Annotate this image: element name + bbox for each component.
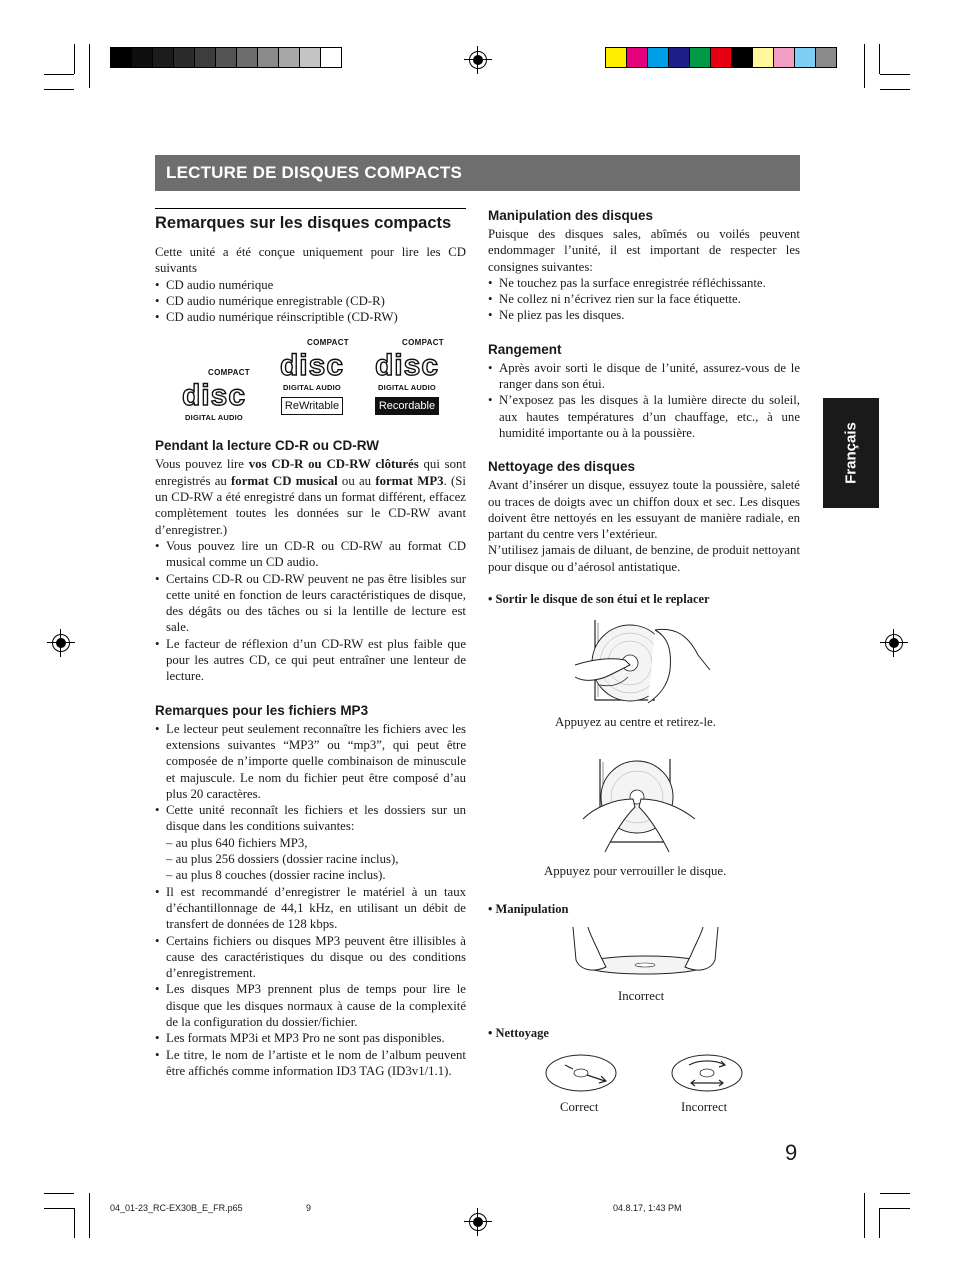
list-item: • Ne touchez pas la surface enregistrée réfléchissante.	[488, 275, 800, 291]
list-item: • Le facteur de réflexion d’un CD-RW est plus faible que pour les autres CD, ce qui peut entraîner une lenteur de lecture.	[155, 636, 466, 685]
color-swatch	[816, 48, 836, 67]
list-item: • N’exposez pas les disques à la lumière directe du soleil, aux hautes températures d’un chauffage, etc., à une humidité importante ou à la poussière.	[488, 392, 800, 441]
logo-disc-text: disc	[374, 348, 440, 382]
gray-swatch	[300, 48, 321, 67]
list-item: • Vous pouvez lire un CD-R ou CD-RW au format CD musical comme un CD audio.	[155, 538, 466, 571]
remove-disc-illustration	[570, 615, 720, 710]
crop-mark-bl-v2	[89, 1193, 90, 1238]
crop-mark-tr-v2	[864, 44, 865, 88]
compact-disc-rewritable-logo	[275, 335, 349, 415]
registration-mark-bottom	[469, 1213, 487, 1231]
gray-swatch	[258, 48, 279, 67]
list-item-text: Cette unité reconnaît les fichiers et les dossiers sur un disque dans les conditions suivantes:	[166, 803, 466, 834]
incorrect-handling-illustration	[568, 925, 723, 985]
color-swatch	[690, 48, 711, 67]
sub-item: – au plus 256 dossiers (dossier racine inclus),	[166, 852, 399, 867]
storage-list	[488, 360, 800, 441]
gray-swatch	[174, 48, 195, 67]
logo-bottom-text: DIGITAL AUDIO	[185, 412, 243, 422]
gray-swatch	[153, 48, 174, 67]
registration-mark-top	[469, 51, 487, 69]
footer-filename: 04_01-23_RC-EX30B_E_FR.p65	[110, 1203, 243, 1213]
crop-mark-tr-v	[879, 44, 880, 74]
crop-mark-tr-h	[880, 74, 910, 75]
footer-page: 9	[306, 1203, 312, 1213]
rewritable-badge: ReWritable	[281, 397, 343, 415]
logo-bottom-text: DIGITAL AUDIO	[283, 382, 341, 392]
gray-swatch	[216, 48, 237, 67]
cleaning-p2: N’utilisez jamais de diluant, de benzine, de produit nettoyant pour disque ou d’aérosol antistatique.	[488, 543, 801, 574]
footer-date: 04.8.17, 1:43 PM	[613, 1203, 682, 1213]
registration-mark-left	[52, 634, 70, 652]
list-item: • CD audio numérique enregistrable (CD-R)	[155, 293, 466, 309]
gray-swatch	[279, 48, 300, 67]
lock-disc-caption: Appuyez pour verrouiller le disque.	[544, 864, 727, 878]
lock-disc-illustration	[575, 757, 725, 857]
list-item: • Ne pliez pas les disques.	[488, 307, 800, 323]
logo-disc-text: disc	[181, 378, 247, 412]
gray-swatch	[111, 48, 132, 67]
section-title: LECTURE DE DISQUES COMPACTS	[166, 163, 462, 182]
gray-swatch	[237, 48, 258, 67]
cdr-intro	[155, 456, 466, 537]
color-swatch	[606, 48, 627, 67]
correct-cleaning-illustration	[543, 1053, 619, 1093]
cd-notes-heading: Remarques sur les disques compacts	[155, 214, 452, 232]
list-item: • Les formats MP3i et MP3 Pro ne sont pas disponibles.	[155, 1030, 466, 1046]
color-swatch	[669, 48, 690, 67]
crop-mark-tl-h2	[44, 89, 74, 90]
list-item: • Certains CD-R ou CD-RW peuvent ne pas être lisibles sur cette unité en fonction de leurs caractéristiques de disque, des dégâts ou des tâches ou si la lentille de lecture est sale.	[155, 571, 466, 636]
left-column	[155, 208, 466, 1079]
crop-mark-br-h	[880, 1193, 910, 1194]
list-item	[155, 802, 466, 883]
language-tab	[823, 398, 879, 508]
color-swatch	[648, 48, 669, 67]
list-item: • Il est recommandé d’enregistrer le matériel à un taux d’échantillonnage de 44,1 kHz, en utilisant un débit de transfert de données de 128 kbps.	[155, 884, 466, 933]
crop-mark-br-h2	[880, 1208, 910, 1209]
page-number: 9	[785, 1140, 798, 1165]
sub-item: – au plus 8 couches (dossier racine inclus).	[166, 868, 386, 883]
heading-rule	[155, 208, 466, 209]
cdr-list	[155, 538, 466, 685]
crop-mark-bl-h2	[44, 1208, 74, 1209]
list-item: • Le titre, le nom de l’artiste et le nom de l’album peuvent être affichés comme information ID3 TAG (ID3v1/1.1).	[155, 1047, 466, 1080]
crop-mark-tl-v	[74, 44, 75, 74]
storage-heading: Rangement	[488, 341, 562, 357]
mp3-list	[155, 721, 466, 1080]
cd-notes-intro: Cette unité a été conçue uniquement pour lire les CD suivants	[155, 245, 466, 276]
case-figure-title: • Sortir le disque de son étui et le replacer	[488, 592, 710, 607]
cleaning-heading: Nettoyage des disques	[488, 459, 636, 475]
list-item: • Certains fichiers ou disques MP3 peuvent être illisibles à cause des caractéristiques du disque ou des conditions d’enregistrement.	[155, 933, 466, 982]
cleaning-figure-title: • Nettoyage	[488, 1026, 549, 1041]
handling-heading: Manipulation des disques	[488, 208, 654, 223]
sub-item: – au plus 640 fichiers MP3,	[166, 835, 308, 850]
logo-bottom-text: DIGITAL AUDIO	[378, 382, 436, 392]
color-swatch	[711, 48, 732, 67]
logo-top-text: COMPACT	[307, 338, 349, 348]
color-swatch	[753, 48, 774, 67]
grayscale-calibration-strip	[110, 47, 342, 68]
color-swatch	[627, 48, 648, 67]
bold-run: vos CD-R ou CD-RW clôturés	[248, 457, 419, 472]
right-column	[488, 208, 800, 575]
gray-swatch	[195, 48, 216, 67]
incorrect-handling-caption: Incorrect	[618, 989, 665, 1003]
mp3-heading: Remarques pour les fichiers MP3	[155, 702, 369, 718]
logo-top-text: COMPACT	[402, 338, 444, 348]
crop-mark-tr-h2	[880, 89, 910, 90]
list-item: • Les disques MP3 prennent plus de temps pour lire le disque que les disques normaux à cause de la complexité de la configuration du dossier/fichier.	[155, 981, 466, 1030]
bold-run: format MP3	[375, 473, 444, 488]
correct-cleaning-caption: Correct	[560, 1100, 599, 1114]
list-item: • Le lecteur peut seulement reconnaître les fichiers avec les extensions suivantes “MP3” ou “mp3”, qui peut être composée de n’importe quelle combinaison de minuscule et majuscule. Le nom du fichier peut être composé d’au plus 20 caractères.	[155, 721, 466, 802]
gray-swatch	[321, 48, 341, 67]
bold-run: format CD musical	[231, 473, 338, 488]
color-swatch	[732, 48, 753, 67]
registration-mark-right	[885, 634, 903, 652]
cleaning-p1: Avant d’insérer un disque, essuyez toute la poussière, saleté ou traces de doigts avec un chiffon doux et sec. Les disques doivent être nettoyés en les essuyant de manière radiale, en partant du centre vers l’extérieur.	[488, 478, 800, 542]
list-item: • Ne collez ni n’écrivez rien sur la face étiquette.	[488, 291, 800, 307]
crop-mark-tl-v2	[89, 44, 90, 88]
list-item: • CD audio numérique	[155, 277, 466, 293]
cdr-heading: Pendant la lecture CD-R ou CD-RW	[155, 438, 380, 454]
handling-intro: Puisque des disques sales, abîmés ou voilés peuvent endommager l’unité, il est important de respecter les consignes suivantes:	[488, 227, 800, 274]
section-banner	[155, 155, 800, 191]
crop-mark-bl-h	[44, 1193, 74, 1194]
logo-disc-text: disc	[279, 348, 345, 382]
text-run: qui sont enregistrés au	[155, 457, 466, 488]
incorrect-cleaning-caption: Incorrect	[681, 1100, 728, 1114]
language-tab-label: Français	[842, 422, 860, 484]
compact-disc-recordable-logo	[370, 335, 444, 415]
text-run: Vous pouvez lire	[155, 457, 249, 472]
color-swatch	[774, 48, 795, 67]
color-swatch	[795, 48, 816, 67]
handling-list	[488, 275, 800, 324]
incorrect-cleaning-illustration	[669, 1053, 745, 1093]
handling-figure-title: • Manipulation	[488, 902, 568, 917]
crop-mark-tl-h	[44, 74, 74, 75]
text-run: . (Si un CD-RW a été enregistré dans un format différent, effacez complètement toutes les données sur le CD-RW avant d’enregistrer.)	[155, 473, 466, 537]
gray-swatch	[132, 48, 153, 67]
crop-mark-br-v2	[864, 1193, 865, 1238]
cd-type-list	[155, 277, 466, 326]
compact-disc-logo	[178, 365, 250, 426]
logo-top-text: COMPACT	[208, 368, 250, 378]
list-item: • Après avoir sorti le disque de l’unité, assurez-vous de le ranger dans son étui.	[488, 360, 800, 393]
color-calibration-strip	[605, 47, 837, 68]
recordable-badge: Recordable	[375, 397, 439, 415]
crop-mark-br-v	[879, 1208, 880, 1238]
crop-mark-bl-v	[74, 1208, 75, 1238]
cd-logos	[155, 333, 466, 425]
text-run: ou au	[337, 473, 376, 488]
remove-disc-caption: Appuyez au centre et retirez-le.	[555, 715, 716, 729]
list-item: • CD audio numérique réinscriptible (CD-RW)	[155, 309, 466, 325]
